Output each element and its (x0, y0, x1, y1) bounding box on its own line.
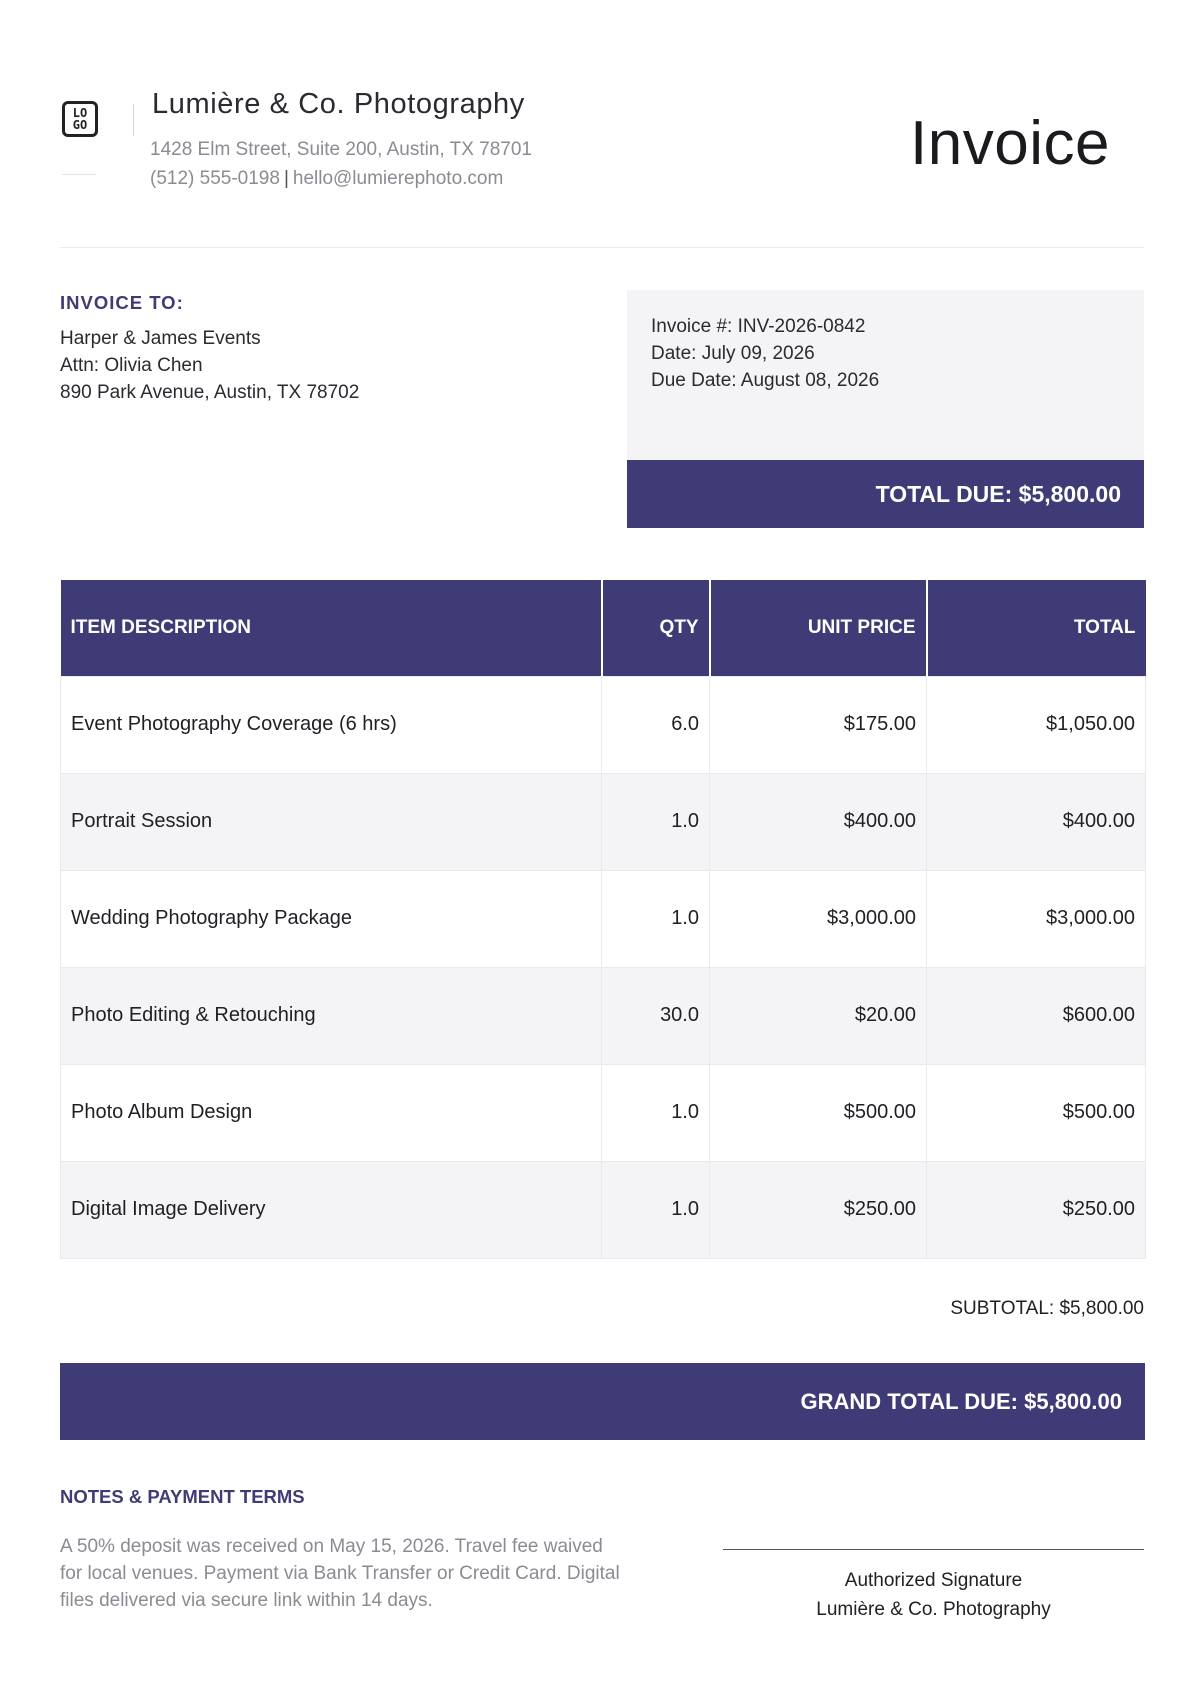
invoice-title: Invoice (910, 109, 1110, 178)
item-total: $600.00 (927, 967, 1146, 1064)
company-phone: (512) 555-0198 (150, 168, 280, 189)
item-unit-price: $3,000.00 (710, 870, 927, 967)
item-unit-price: $400.00 (710, 773, 927, 870)
company-contact (150, 168, 503, 190)
item-description: Digital Image Delivery (61, 1161, 602, 1258)
item-description: Photo Editing & Retouching (61, 967, 602, 1064)
table-row (61, 870, 1146, 967)
item-qty: 6.0 (602, 676, 710, 773)
item-unit-price: $20.00 (710, 967, 927, 1064)
header-vertical-divider (133, 104, 134, 136)
contact-separator: | (283, 168, 289, 189)
company-email: hello@lumierephoto.com (292, 168, 504, 189)
signature-company: Lumière & Co. Photography (816, 1599, 1051, 1620)
item-unit-price: $175.00 (710, 676, 927, 773)
item-total: $3,000.00 (927, 870, 1146, 967)
item-description: Event Photography Coverage (6 hrs) (61, 676, 602, 773)
column-header-total: TOTAL (927, 580, 1146, 676)
item-qty: 1.0 (602, 870, 710, 967)
total-due-banner (627, 460, 1144, 528)
table-header-row (61, 580, 1146, 676)
invoice-number: Invoice #: INV-2026-0842 (651, 316, 866, 337)
logo-divider (62, 174, 96, 175)
invoice-date: Date: July 09, 2026 (651, 343, 815, 364)
company-logo: LO GO (62, 101, 98, 137)
invoice-to-label: INVOICE TO: (60, 292, 184, 313)
header-divider (60, 247, 1144, 248)
column-header-description: ITEM DESCRIPTION (61, 580, 602, 676)
client-name: Harper & James Events (60, 328, 261, 349)
invoice-due-date: Due Date: August 08, 2026 (651, 370, 880, 391)
total-due-text: TOTAL DUE: $5,800.00 (875, 480, 1121, 507)
item-qty: 30.0 (602, 967, 710, 1064)
client-attention: Attn: Olivia Chen (60, 355, 203, 376)
signature-line (723, 1549, 1144, 1550)
item-unit-price: $250.00 (710, 1161, 927, 1258)
item-description: Portrait Session (61, 773, 602, 870)
grand-total-text: GRAND TOTAL DUE: $5,800.00 (800, 1388, 1122, 1414)
signature-label: Authorized Signature (844, 1570, 1023, 1591)
subtotal: SUBTOTAL: $5,800.00 (950, 1298, 1144, 1319)
notes-text: A 50% deposit was received on May 15, 2026. Travel fee waived for local venues. Payment via Bank Transfer or Credit Card. Digital files delivered via secure link within 14 days. (60, 1536, 620, 1611)
item-total: $400.00 (927, 773, 1146, 870)
item-total: $1,050.00 (927, 676, 1146, 773)
company-name: Lumière & Co. Photography (152, 88, 525, 120)
table-row (61, 773, 1146, 870)
item-qty: 1.0 (602, 1161, 710, 1258)
column-header-qty: QTY (602, 580, 710, 676)
table-row (61, 1161, 1146, 1258)
company-address: 1428 Elm Street, Suite 200, Austin, TX 78701 (150, 139, 533, 160)
item-description: Photo Album Design (61, 1064, 602, 1161)
item-qty: 1.0 (602, 773, 710, 870)
grand-total-banner (60, 1363, 1145, 1440)
item-qty: 1.0 (602, 1064, 710, 1161)
item-unit-price: $500.00 (710, 1064, 927, 1161)
item-total: $500.00 (927, 1064, 1146, 1161)
table-row (61, 967, 1146, 1064)
item-total: $250.00 (927, 1161, 1146, 1258)
table-row (61, 1064, 1146, 1161)
column-header-unit-price: UNIT PRICE (710, 580, 927, 676)
notes-heading: NOTES & PAYMENT TERMS (60, 1486, 305, 1507)
client-address: 890 Park Avenue, Austin, TX 78702 (60, 382, 360, 403)
item-description: Wedding Photography Package (61, 870, 602, 967)
line-items-table (60, 580, 1146, 1259)
table-row (61, 676, 1146, 773)
